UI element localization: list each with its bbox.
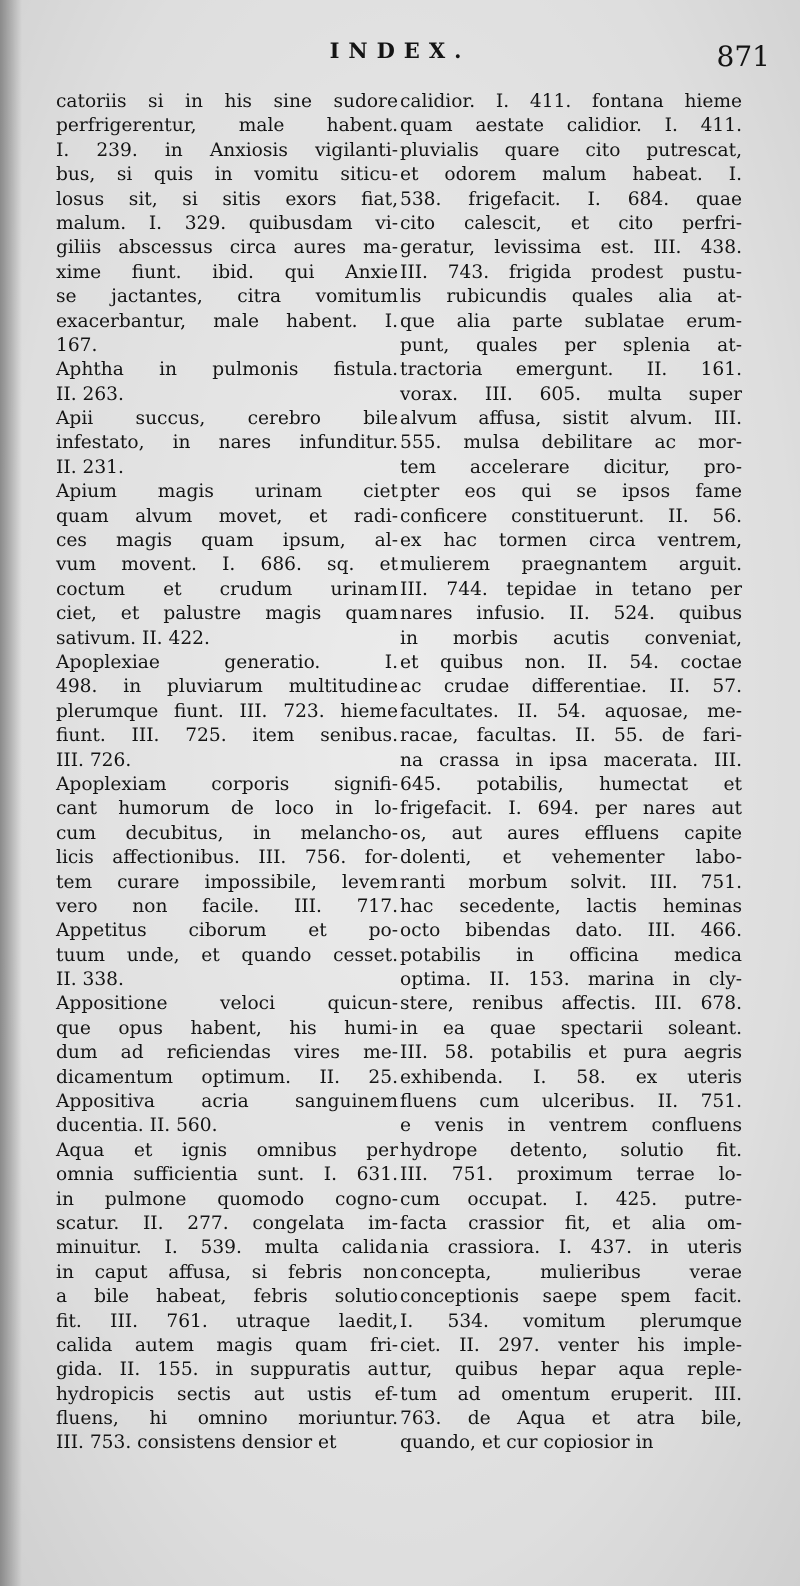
text-line: calidior. I. 411. fontana hieme: [400, 91, 742, 112]
text-line: que alia parte sublatae erum-: [400, 310, 742, 332]
text-line: quando, et cur copiosior in: [400, 1432, 654, 1454]
text-line: alvum affusa, sistit alvum. III.: [400, 408, 742, 430]
text-line: frigefacit. I. 694. per nares aut: [400, 798, 742, 820]
text-line: III. 753. consistens densior et: [56, 1432, 337, 1454]
text-line: II. 338.: [56, 969, 124, 991]
text-line: II. 263.: [56, 383, 124, 405]
text-line: in caput affusa, si febris non: [56, 1261, 398, 1283]
text-line: fluens cum ulceribus. II. 751.: [400, 1091, 742, 1113]
text-line: 538. frigefacit. I. 684. quae: [400, 188, 742, 210]
page-number: 871: [716, 40, 770, 73]
text-line: Aqua et ignis omnibus per: [56, 1139, 398, 1161]
text-line: 498. in pluviarum multitudine: [56, 676, 398, 698]
text-line: xime fiunt. ibid. qui Anxie: [56, 261, 398, 283]
text-line: octo bibendas dato. III. 466.: [400, 920, 742, 942]
text-line: exacerbantur, male habent. I.: [56, 310, 398, 332]
text-line: Appositione veloci quicun-: [56, 993, 398, 1015]
text-line: mulierem praegnantem arguit.: [400, 554, 742, 576]
text-line: in ea quae spectarii soleant.: [400, 1017, 742, 1039]
text-line: ducentia. II. 560.: [56, 1115, 218, 1137]
text-line: tractoria emergunt. II. 161.: [400, 359, 742, 381]
text-line: III. 751. proximum terrae lo-: [400, 1164, 742, 1186]
text-line: malum. I. 329. quibusdam vi-: [56, 212, 398, 234]
text-line: quam alvum movet, et radi-: [56, 505, 398, 527]
text-line: ex hac tormen circa ventrem,: [400, 530, 742, 552]
text-line: Appositiva acria sanguinem: [56, 1091, 398, 1113]
text-line: in pulmone quomodo cogno-: [56, 1188, 398, 1210]
text-line: licis affectionibus. III. 756. for-: [56, 847, 398, 869]
text-line: Apoplexiam corporis signifi-: [56, 773, 398, 795]
text-line: dolenti, et vehementer labo-: [400, 847, 742, 869]
text-line: punt, quales per splenia at-: [400, 334, 742, 356]
text-line: III. 58. potabilis et pura aegris: [400, 1042, 742, 1064]
text-line: fit. III. 761. utraque laedit,: [56, 1310, 398, 1332]
text-line: exhibenda. I. 58. ex uteris: [400, 1066, 742, 1088]
text-line: dicamentum optimum. II. 25.: [56, 1066, 398, 1088]
text-line: 167.: [56, 334, 98, 356]
text-line: a bile habeat, febris solutio: [56, 1286, 398, 1308]
text-line: se jactantes, citra vomitum: [56, 286, 398, 308]
text-line: potabilis in officina medica: [400, 944, 742, 966]
text-line: infestato, in nares infunditur.: [56, 432, 398, 454]
text-line: bus, si quis in vomitu siticu-: [56, 164, 398, 186]
text-line: vorax. III. 605. multa super: [400, 383, 742, 405]
text-line: na crassa in ipsa macerata. III.: [400, 749, 742, 771]
text-line: racae, facultas. II. 55. de fari-: [400, 725, 742, 747]
text-line: ac crudae differentiae. II. 57.: [400, 676, 742, 698]
text-line: nares infusio. II. 524. quibus: [400, 603, 742, 625]
text-line: ranti morbum solvit. III. 751.: [400, 871, 742, 893]
text-line: I. 239. in Anxiosis vigilanti-: [56, 139, 398, 161]
text-line: stere, renibus affectis. III. 678.: [400, 993, 742, 1015]
text-line: vero non facile. III. 717.: [56, 895, 398, 917]
text-line: catoriis si in his sine sudore: [56, 91, 398, 112]
text-line: gida. II. 155. in suppuratis aut: [56, 1359, 398, 1381]
text-line: Apii succus, cerebro bile: [56, 408, 398, 430]
text-line: in morbis acutis conveniat,: [400, 627, 742, 649]
text-line: conficere constituerunt. II. 56.: [400, 505, 742, 527]
text-line: fluens, hi omnino moriuntur.: [56, 1408, 398, 1430]
text-line: calida autem magis quam fri-: [56, 1334, 398, 1356]
text-line: Apium magis urinam ciet: [56, 481, 398, 503]
text-line: os, aut aures effluens capite: [400, 822, 742, 844]
text-line: III. 744. tepidae in tetano per: [400, 578, 742, 600]
text-line: geratur, levissima est. III. 438.: [400, 237, 742, 259]
text-line: hydrope detento, solutio fit.: [400, 1139, 742, 1161]
spine-shadow: [0, 0, 22, 1586]
text-line: tur, quibus hepar aqua reple-: [400, 1359, 742, 1381]
text-line: ciet, et palustre magis quam: [56, 603, 398, 625]
text-line: e venis in ventrem confluens: [400, 1115, 742, 1137]
text-line: cant humorum de loco in lo-: [56, 798, 398, 820]
text-line: nia crassiora. I. 437. in uteris: [400, 1237, 742, 1259]
text-line: coctum et crudum urinam: [56, 578, 398, 600]
text-line: III. 726.: [56, 749, 132, 771]
text-line: tem curare impossibile, levem: [56, 871, 398, 893]
text-line: cito calescit, et cito perfri-: [400, 212, 742, 234]
text-line: pluvialis quare cito putrescat,: [400, 139, 742, 161]
text-line: sativum. II. 422.: [56, 627, 210, 649]
text-line: I. 534. vomitum plerumque: [400, 1310, 742, 1332]
text-line: tuum unde, et quando cesset.: [56, 944, 398, 966]
text-line: hydropicis sectis aut ustis ef-: [56, 1383, 398, 1405]
text-line: III. 743. frigida prodest pustu-: [400, 261, 742, 283]
text-line: ciet. II. 297. venter his imple-: [400, 1334, 742, 1356]
text-line: 555. mulsa debilitare ac mor-: [400, 432, 742, 454]
text-line: fiunt. III. 725. item senibus.: [56, 725, 398, 747]
text-line: Apoplexiae generatio. I.: [56, 651, 398, 673]
text-line: 645. potabilis, humectat et: [400, 773, 742, 795]
text-line: et quibus non. II. 54. coctae: [400, 651, 742, 673]
text-line: facta crassior fit, et alia om-: [400, 1212, 742, 1234]
text-column-right: [400, 90, 742, 1456]
text-line: scatur. II. 277. congelata im-: [56, 1212, 398, 1234]
text-line: 763. de Aqua et atra bile,: [400, 1408, 742, 1430]
text-line: pter eos qui se ipsos fame: [400, 481, 742, 503]
text-line: vum movent. I. 686. sq. et: [56, 554, 398, 576]
text-line: giliis abscessus circa aures ma-: [56, 237, 398, 259]
text-line: conceptionis saepe spem facit.: [400, 1286, 742, 1308]
text-line: hac secedente, lactis heminas: [400, 895, 742, 917]
text-line: quam aestate calidior. I. 411.: [400, 115, 742, 137]
text-line: facultates. II. 54. aquosae, me-: [400, 700, 742, 722]
text-line: ces magis quam ipsum, al-: [56, 530, 398, 552]
text-line: Appetitus ciborum et po-: [56, 920, 398, 942]
text-line: lis rubicundis quales alia at-: [400, 286, 742, 308]
text-line: plerumque fiunt. III. 723. hieme: [56, 700, 398, 722]
text-line: tum ad omentum eruperit. III.: [400, 1383, 742, 1405]
text-line: que opus habent, his humi-: [56, 1017, 398, 1039]
text-line: II. 231.: [56, 456, 124, 478]
text-column-left: [56, 90, 398, 1456]
text-line: losus sit, si sitis exors fiat,: [56, 188, 398, 210]
running-header: INDEX.: [329, 38, 471, 63]
text-line: omnia sufficientia sunt. I. 631.: [56, 1164, 398, 1186]
text-line: dum ad reficiendas vires me-: [56, 1042, 398, 1064]
text-line: cum occupat. I. 425. putre-: [400, 1188, 742, 1210]
text-line: et odorem malum habeat. I.: [400, 164, 742, 186]
text-line: concepta, mulieribus verae: [400, 1261, 742, 1283]
text-line: minuitur. I. 539. multa calida: [56, 1237, 398, 1259]
text-line: optima. II. 153. marina in cly-: [400, 969, 742, 991]
text-line: Aphtha in pulmonis fistula.: [56, 359, 398, 381]
text-line: tem accelerare dicitur, pro-: [400, 456, 742, 478]
text-line: perfrigerentur, male habent.: [56, 115, 398, 137]
text-line: cum decubitus, in melancho-: [56, 822, 398, 844]
